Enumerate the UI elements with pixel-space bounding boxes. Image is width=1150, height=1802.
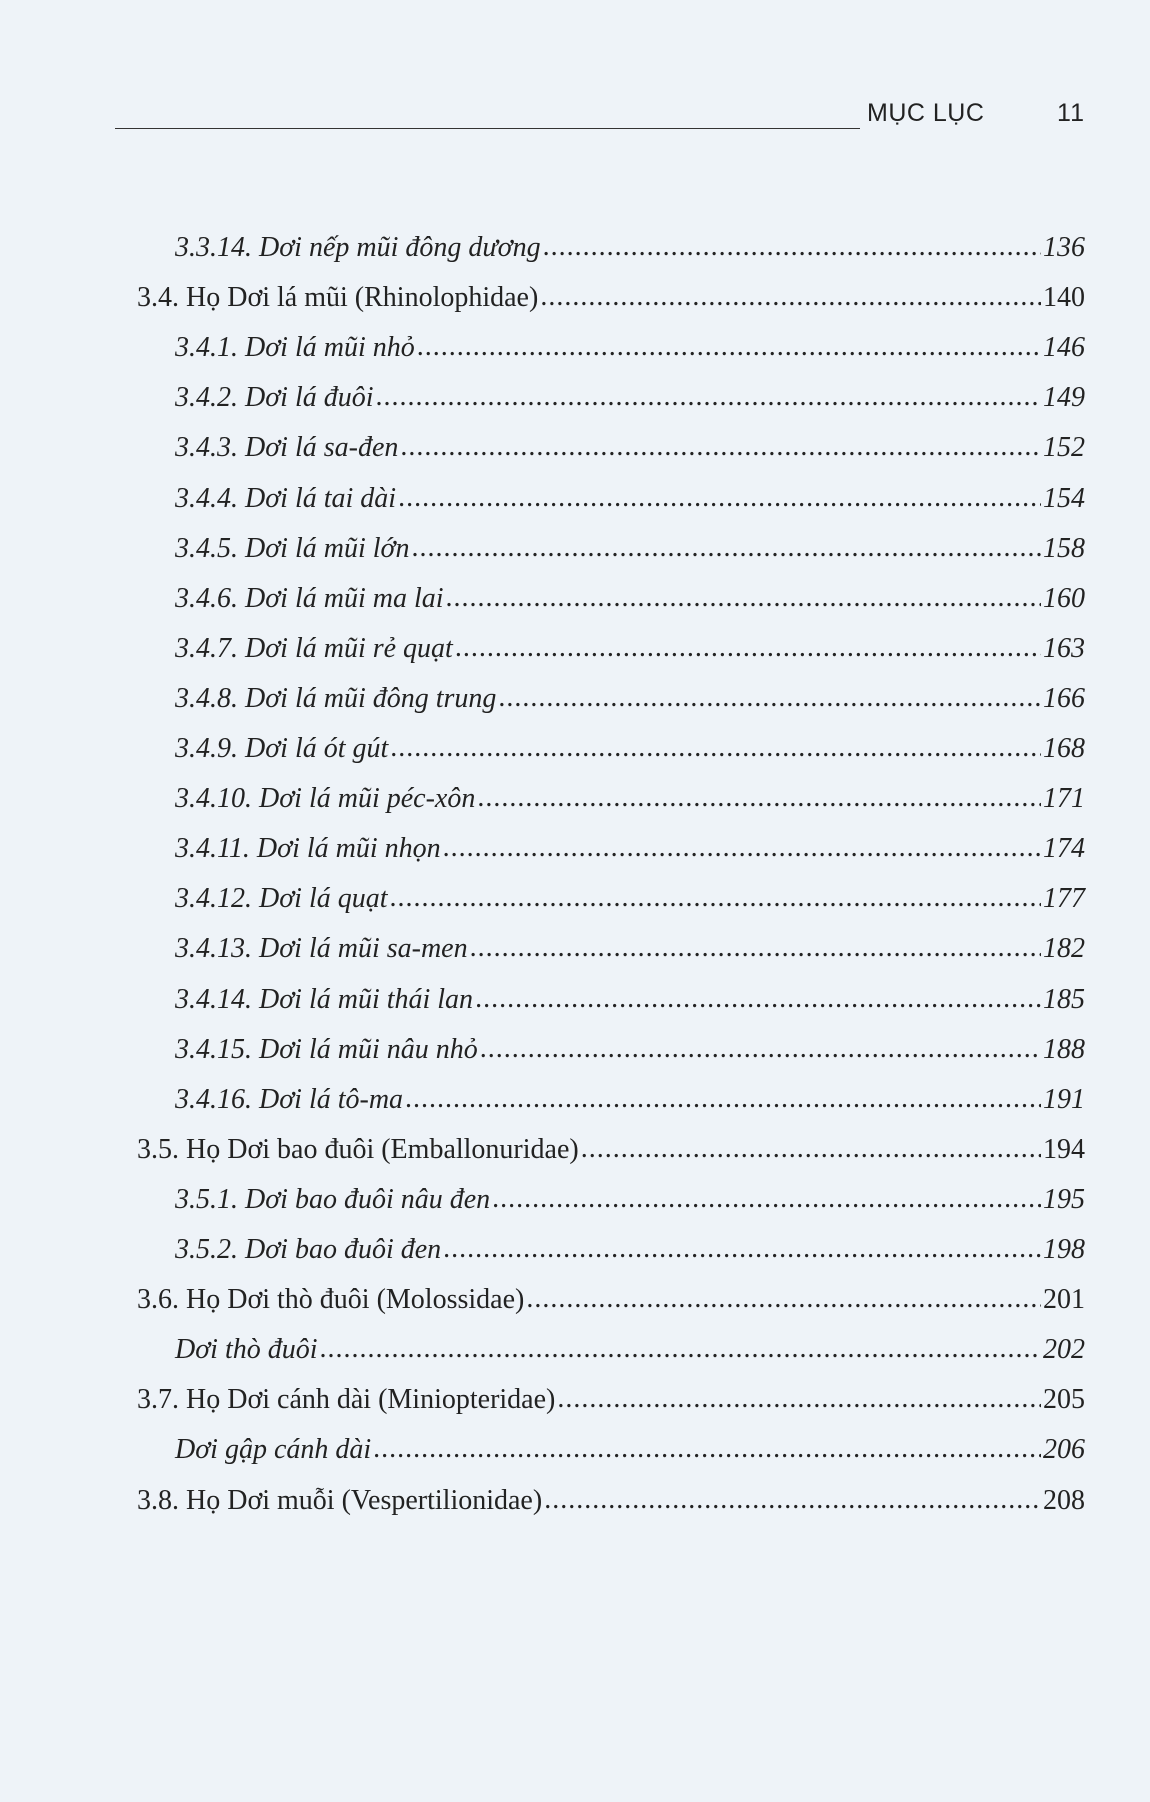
toc-entry-page: 146 (1043, 332, 1085, 364)
toc-entry-page: 160 (1043, 582, 1085, 614)
header-title: MỤC LỤC (867, 99, 985, 127)
toc-entry (175, 733, 1085, 773)
toc-dot-leader (540, 281, 1041, 313)
toc-entry-page: 166 (1043, 682, 1085, 714)
toc-entry (175, 483, 1085, 523)
toc-entry-title: 3.5.1. Dơi bao đuôi nâu đen (175, 1183, 491, 1215)
toc-entry-page: 140 (1043, 282, 1085, 314)
toc-entry-page: 201 (1043, 1284, 1085, 1316)
toc-entry-title: 3.4. Họ Dơi lá mũi (Rhinolophidae) (137, 282, 539, 314)
toc-dot-leader (492, 1183, 1041, 1215)
toc-entry-title: 3.4.16. Dơi lá tô-ma (175, 1083, 404, 1115)
toc-entry-title: 3.4.9. Dơi lá ót gút (175, 733, 389, 764)
toc-dot-leader (376, 381, 1041, 413)
toc-dot-leader (480, 1033, 1041, 1065)
toc-entry-page: 154 (1043, 482, 1085, 514)
toc-entry (175, 533, 1085, 573)
toc-entry (175, 984, 1085, 1024)
toc-entry (175, 1334, 1085, 1374)
toc-entry-title: 3.4.3. Dơi lá sa-đen (175, 432, 399, 464)
toc-entry (137, 1134, 1085, 1174)
toc-entry-title: 3.4.15. Dơi lá mũi nâu nhỏ (175, 1033, 478, 1065)
toc-entry-page: 158 (1043, 532, 1085, 564)
toc-entry-page: 182 (1043, 933, 1085, 965)
toc-entry-page: 188 (1043, 1033, 1085, 1065)
toc-entry-title: 3.4.7. Dơi lá mũi rẻ quạt (175, 632, 453, 664)
toc-entry-page: 174 (1043, 833, 1085, 865)
toc-entry-page: 163 (1043, 632, 1085, 664)
toc-entry-page: 168 (1043, 733, 1085, 764)
toc-dot-leader (581, 1133, 1041, 1165)
toc-entry-title: 3.3.14. Dơi nếp mũi đông dương (175, 232, 541, 263)
toc-entry-page: 195 (1043, 1183, 1085, 1215)
toc-entry-title: 3.4.10. Dơi lá mũi péc-xôn (175, 783, 476, 815)
toc-dot-leader (400, 431, 1041, 463)
toc-entry-page: 177 (1043, 883, 1085, 915)
toc-entry-page: 152 (1043, 432, 1085, 464)
toc-entry (175, 332, 1085, 372)
toc-dot-leader (557, 1383, 1041, 1415)
toc-entry-title: 3.4.13. Dơi lá mũi sa-men (175, 933, 468, 965)
toc-entry-page: 171 (1043, 783, 1085, 815)
toc-dot-leader (526, 1283, 1041, 1315)
toc-entry-page: 191 (1043, 1083, 1085, 1115)
toc-entry-page: 206 (1043, 1434, 1085, 1466)
toc-dot-leader (470, 932, 1041, 964)
toc-dot-leader (320, 1333, 1041, 1365)
toc-dot-leader (477, 782, 1041, 814)
header-rule (115, 128, 860, 129)
toc-entry-page: 202 (1043, 1334, 1085, 1366)
toc-entry (175, 432, 1085, 472)
toc-dot-leader (543, 231, 1041, 263)
toc-entry-title: 3.4.2. Dơi lá đuôi (175, 382, 374, 414)
toc-entry (175, 833, 1085, 873)
toc-dot-leader (446, 582, 1041, 614)
toc-entry-title: 3.4.1. Dơi lá mũi nhỏ (175, 332, 415, 364)
toc-dot-leader (475, 983, 1041, 1015)
toc-entry (175, 382, 1085, 422)
toc-entry-title: 3.4.12. Dơi lá quạt (175, 883, 388, 915)
toc-entry-title: 3.4.14. Dơi lá mũi thái lan (175, 983, 474, 1015)
toc-entry (175, 933, 1085, 973)
toc-entry-page: 185 (1043, 983, 1085, 1015)
toc-entry-title: 3.8. Họ Dơi muỗi (Vespertilionidae) (137, 1484, 543, 1516)
toc-entry (137, 1384, 1085, 1424)
toc-entry-title: 3.4.11. Dơi lá mũi nhọn (175, 833, 441, 865)
toc-entry (175, 1234, 1085, 1274)
toc-entry-title: 3.4.6. Dơi lá mũi ma lai (175, 582, 444, 614)
toc-entry-page: 149 (1043, 382, 1085, 414)
toc-entry (175, 1434, 1085, 1474)
header-page-number: 11 (1057, 99, 1085, 127)
toc-dot-leader (405, 1083, 1041, 1115)
toc-entry (175, 883, 1085, 923)
toc-entry (175, 783, 1085, 823)
toc-dot-leader (443, 832, 1041, 864)
toc-dot-leader (390, 732, 1041, 764)
toc-entry (137, 1485, 1085, 1525)
toc-entry (175, 1084, 1085, 1124)
toc-entry-page: 208 (1043, 1484, 1085, 1516)
toc-dot-leader (544, 1484, 1041, 1516)
toc-entry-title: 3.6. Họ Dơi thò đuôi (Molossidae) (137, 1284, 525, 1316)
toc-entry-title: 3.5.2. Dơi bao đuôi đen (175, 1234, 442, 1265)
toc-entry-title: 3.4.8. Dơi lá mũi đông trung (175, 682, 497, 714)
toc-entry (175, 633, 1085, 673)
toc-entry-page: 205 (1043, 1384, 1085, 1416)
toc-entry-title: Dơi gập cánh dài (175, 1434, 372, 1466)
toc-dot-leader (455, 632, 1041, 664)
toc-dot-leader (498, 682, 1041, 714)
toc-entry (175, 232, 1085, 272)
toc-entry-page: 198 (1043, 1234, 1085, 1265)
toc-entry-title: 3.4.4. Dơi lá tai dài (175, 482, 397, 514)
toc-entry-title: 3.7. Họ Dơi cánh dài (Miniopteridae) (137, 1384, 556, 1416)
toc-dot-leader (417, 331, 1041, 363)
toc-dot-leader (398, 482, 1041, 514)
toc-entry-page: 136 (1043, 232, 1085, 263)
toc-entry (175, 583, 1085, 623)
toc-dot-leader (443, 1233, 1041, 1265)
toc-dot-leader (411, 532, 1041, 564)
toc-dot-leader (390, 882, 1041, 914)
toc-entry-title: Dơi thò đuôi (175, 1334, 318, 1366)
toc-entry-title: 3.4.5. Dơi lá mũi lớn (175, 532, 410, 564)
toc-entry (137, 282, 1085, 322)
toc-entry-title: 3.5. Họ Dơi bao đuôi (Emballonuridae) (137, 1133, 579, 1165)
toc-entry (175, 1034, 1085, 1074)
toc-entry-page: 194 (1043, 1133, 1085, 1165)
toc-entry (175, 683, 1085, 723)
running-header (115, 95, 1085, 135)
toc-entry (175, 1184, 1085, 1224)
toc-entry (137, 1284, 1085, 1324)
toc-dot-leader (373, 1433, 1041, 1465)
